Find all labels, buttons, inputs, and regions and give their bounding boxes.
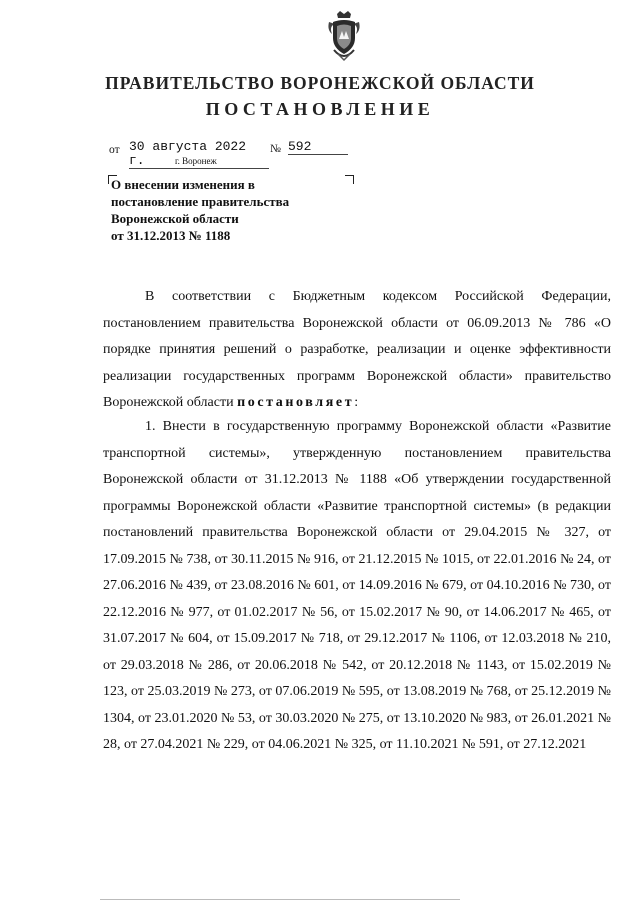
document-type-heading: ПОСТАНОВЛЕНИЕ [205, 99, 435, 119]
number-sign: № [270, 143, 281, 155]
document-subject: О внесении изменения в постановление правительства Воронежской области от 31.12.2013 № 1188 [111, 177, 290, 243]
page-bottom-line [100, 899, 460, 900]
date-prefix: от [109, 144, 120, 156]
document-number: 592 [288, 140, 348, 155]
clause-1-paragraph: 1. Внести в государственную программу Воронежской области «Развитие транспортной системы», утвержденную постановлением правительства Воронежской области от 31.12.2013 № 1188 «Об утверждении государственной программы Воронежской области «Развитие транспортной системы» (в редакции постановлений правительства Воронежской области от 29.04.2015 № 327, от 17.09.2015 № 738, от 30.11.2015 № 916, от 21.12.2015 № 1015, от 22.01.2016 № 24, от 27.06.2016 № 439, от 23.08.2016 № 601, от 14.09.2016 № 679, от 04.10.2016 № 730, от 22.12.2016 № 977, от 01.02.2017 № 56, от 15.02.2017 № 90, от 14.06.2017 № 465, от 31.07.2017 № 604, от 15.09.2017 № 718, от 29.12.2017 № 1106, от 12.03.2018 № 210, от 29.03.2018 № 286, от 20.06.2018 № 542, от 20.12.2018 № 1143, от 15.02.2019 № 123, от 25.03.2019 № 273, от 07.06.2019 № 595, от 13.08.2019 № 768, от 25.12.2019 № 1304, от 23.01.2020 № 53, от 30.03.2020 № 275, от 13.10.2020 № 983, от 26.01.2021 № 28, от 27.04.2021 № 229, от 04.06.2021 № 325, от 11.10.2021 № 591, от 27.12.2021 [103, 419, 611, 752]
date-number-line [103, 140, 363, 170]
coat-of-arms-icon [326, 10, 362, 64]
organization-title: ПРАВИТЕЛЬСТВО ВОРОНЕЖСКОЙ ОБЛАСТИ [105, 73, 535, 93]
preamble-end: : [354, 395, 359, 410]
city-label: г. Воронеж [175, 156, 217, 166]
subject-bracket-right [345, 175, 354, 184]
preamble-paragraph [103, 284, 611, 417]
document-date: 30 августа 2022 г. [129, 140, 269, 169]
preamble-text: В соответствии с Бюджетным кодексом Российской Федерации, постановлением правительства Воронежской области от 06.09.2013 № 786 «О порядке принятия решений о разработке, реализации и оценке эффективности реализации государственных программ Воронежской области» правительство Воронежской области [103, 289, 611, 410]
resolves-keyword: постановляет [237, 395, 355, 410]
